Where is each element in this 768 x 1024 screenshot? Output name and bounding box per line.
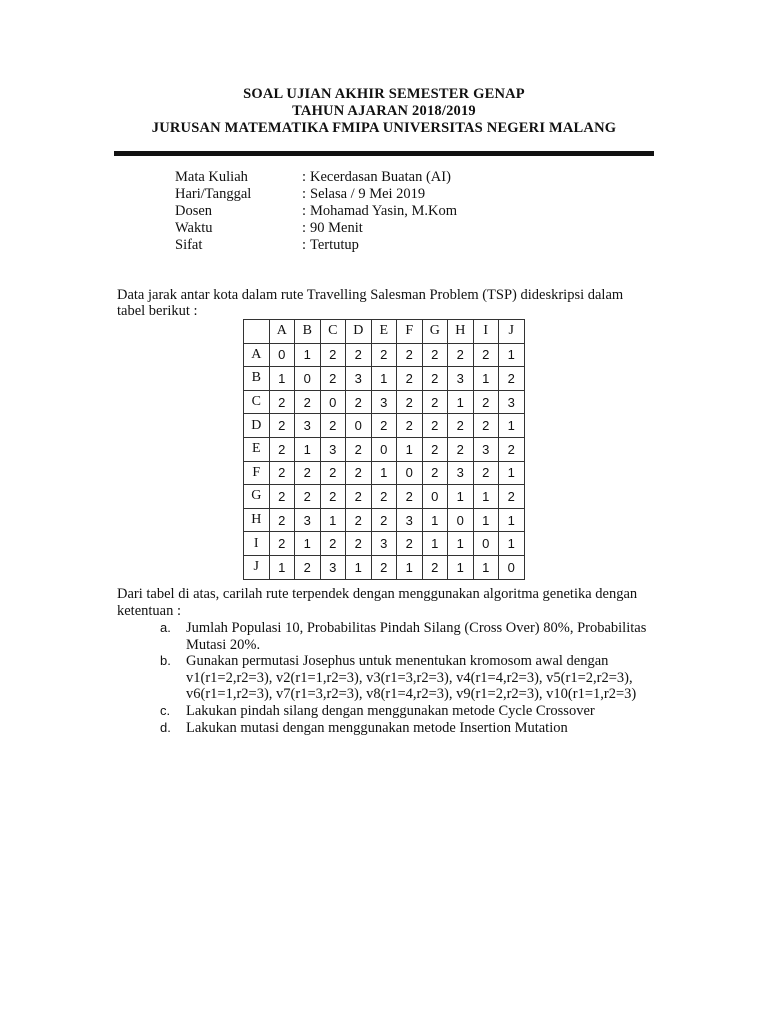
table-header-row: [244, 320, 525, 344]
distance-cell: 2: [499, 437, 525, 461]
distance-cell: 3: [320, 555, 346, 579]
distance-cell: 0: [397, 461, 423, 485]
distance-cell: 1: [448, 532, 474, 556]
column-header: G: [422, 320, 448, 344]
distance-cell: 2: [473, 390, 499, 414]
row-header: J: [244, 555, 270, 579]
distance-cell: 3: [371, 390, 397, 414]
distance-cell: 2: [346, 532, 372, 556]
distance-cell: 1: [295, 437, 321, 461]
table-row: [244, 508, 525, 532]
list-item: [160, 720, 660, 737]
distance-cell: 2: [346, 508, 372, 532]
table-row: [244, 367, 525, 391]
info-label: Hari/Tanggal: [175, 186, 252, 202]
distance-cell: 1: [448, 390, 474, 414]
info-colon: :: [302, 203, 307, 219]
distance-cell: 0: [320, 390, 346, 414]
item-marker: a.: [160, 620, 171, 635]
distance-cell: 1: [448, 485, 474, 509]
distance-cell: 1: [269, 555, 295, 579]
distance-cell: 2: [473, 461, 499, 485]
distance-cell: 1: [473, 367, 499, 391]
distance-cell: 2: [448, 414, 474, 438]
distance-cell: 1: [371, 461, 397, 485]
info-row: [175, 220, 457, 237]
distance-cell: 2: [422, 343, 448, 367]
table-row: [244, 437, 525, 461]
column-header: J: [499, 320, 525, 344]
distance-cell: 2: [269, 390, 295, 414]
distance-cell: 1: [499, 532, 525, 556]
distance-cell: 1: [499, 414, 525, 438]
info-value: Mohamad Yasin, M.Kom: [310, 203, 458, 219]
row-header: I: [244, 532, 270, 556]
distance-cell: 1: [295, 343, 321, 367]
distance-cell: 2: [499, 485, 525, 509]
info-value: 90 Menit: [310, 220, 363, 236]
info-colon: :: [302, 169, 307, 185]
info-value: Selasa / 9 Mei 2019: [310, 186, 426, 202]
row-header: G: [244, 485, 270, 509]
header-department: JURUSAN MATEMATIKA FMIPA UNIVERSITAS NEGERI MALANG: [151, 120, 617, 136]
item-marker: d.: [160, 719, 171, 735]
distance-cell: 2: [346, 437, 372, 461]
header-year: TAHUN AJARAN 2018/2019: [292, 103, 476, 119]
distance-cell: 3: [295, 414, 321, 438]
distance-cell: 1: [397, 555, 423, 579]
distance-cell: 3: [346, 367, 372, 391]
distance-cell: 2: [473, 343, 499, 367]
table-corner-cell: [244, 320, 270, 344]
list-item: [160, 703, 660, 720]
distance-cell: 2: [371, 485, 397, 509]
info-colon: :: [302, 186, 307, 202]
distance-cell: 2: [320, 461, 346, 485]
distance-cell: 2: [473, 414, 499, 438]
distance-cell: 2: [346, 485, 372, 509]
column-header: B: [295, 320, 321, 344]
distance-cell: 2: [448, 437, 474, 461]
distance-cell: 3: [397, 508, 423, 532]
distance-cell: 1: [397, 437, 423, 461]
distance-cell: 2: [295, 555, 321, 579]
distance-cell: 2: [269, 485, 295, 509]
distance-cell: 2: [320, 343, 346, 367]
distance-cell: 1: [320, 508, 346, 532]
info-row: [175, 237, 457, 254]
distance-cell: 2: [422, 555, 448, 579]
item-text: Lakukan mutasi dengan menggunakan metode Insertion Mutation: [186, 719, 568, 736]
column-header: C: [320, 320, 346, 344]
distance-cell: 2: [422, 461, 448, 485]
distance-cell: 2: [346, 343, 372, 367]
info-value: Tertutup: [310, 237, 359, 253]
row-header: B: [244, 367, 270, 391]
column-header: E: [371, 320, 397, 344]
distance-cell: 0: [422, 485, 448, 509]
item-text: Jumlah Populasi 10, Probabilitas Pindah Silang (Cross Over) 80%, Probabilitas Mutasi 20%.: [186, 620, 647, 653]
distance-cell: 2: [397, 414, 423, 438]
distance-cell: 0: [473, 532, 499, 556]
exam-info: [175, 169, 457, 254]
info-value: Kecerdasan Buatan (AI): [310, 169, 451, 185]
column-header: I: [473, 320, 499, 344]
distance-cell: 1: [473, 485, 499, 509]
distance-cell: 2: [422, 367, 448, 391]
distance-cell: 1: [499, 343, 525, 367]
table-row: [244, 390, 525, 414]
distance-cell: 0: [295, 367, 321, 391]
exam-header: [0, 86, 768, 137]
distance-cell: 2: [422, 390, 448, 414]
distance-cell: 2: [346, 390, 372, 414]
info-label: Sifat: [175, 237, 203, 253]
distance-cell: 2: [397, 485, 423, 509]
table-row: [244, 414, 525, 438]
distance-cell: 0: [346, 414, 372, 438]
distance-cell: 2: [397, 367, 423, 391]
distance-cell: 3: [320, 437, 346, 461]
list-item: [160, 620, 660, 653]
distance-cell: 2: [269, 532, 295, 556]
header-title: SOAL UJIAN AKHIR SEMESTER GENAP: [243, 86, 525, 102]
distance-cell: 0: [448, 508, 474, 532]
info-label: Mata Kuliah: [175, 169, 248, 185]
distance-cell: 1: [269, 367, 295, 391]
column-header: A: [269, 320, 295, 344]
distance-cell: 2: [269, 461, 295, 485]
distance-cell: 2: [295, 390, 321, 414]
requirement-list: [160, 620, 660, 736]
list-item: [160, 653, 660, 703]
distance-cell: 2: [371, 508, 397, 532]
distance-cell: 2: [320, 367, 346, 391]
distance-cell: 2: [397, 532, 423, 556]
distance-cell: 2: [269, 508, 295, 532]
distance-cell: 2: [422, 414, 448, 438]
distance-cell: 2: [499, 367, 525, 391]
distance-cell: 1: [499, 508, 525, 532]
row-header: A: [244, 343, 270, 367]
distance-cell: 1: [473, 555, 499, 579]
distance-cell: 2: [422, 437, 448, 461]
distance-cell: 2: [397, 343, 423, 367]
question-text: Dari tabel di atas, carilah rute terpendek dengan menggunakan algoritma genetika dengan ketentuan :: [117, 586, 638, 619]
distance-cell: 2: [397, 390, 423, 414]
distance-cell: 1: [371, 367, 397, 391]
row-header: H: [244, 508, 270, 532]
distance-cell: 1: [499, 461, 525, 485]
distance-cell: 3: [371, 532, 397, 556]
distance-cell: 2: [295, 461, 321, 485]
table-row: [244, 532, 525, 556]
distance-cell: 2: [320, 532, 346, 556]
info-row: [175, 203, 457, 220]
distance-cell: 3: [295, 508, 321, 532]
distance-cell: 2: [269, 414, 295, 438]
distance-cell: 2: [448, 343, 474, 367]
column-header: D: [346, 320, 372, 344]
distance-cell: 2: [269, 437, 295, 461]
distance-cell: 2: [295, 485, 321, 509]
distance-cell: 0: [499, 555, 525, 579]
distance-cell: 2: [346, 461, 372, 485]
item-marker: c.: [160, 702, 171, 718]
header-divider: [114, 151, 654, 156]
distance-cell: 3: [448, 461, 474, 485]
distance-cell: 2: [320, 414, 346, 438]
distance-cell: 3: [448, 367, 474, 391]
item-text: Lakukan pindah silang dengan menggunakan metode Cycle Crossover: [186, 702, 595, 719]
row-header: D: [244, 414, 270, 438]
info-label: Dosen: [175, 203, 213, 219]
row-header: F: [244, 461, 270, 485]
item-marker: b.: [160, 653, 171, 669]
distance-cell: 0: [371, 437, 397, 461]
distance-cell: 2: [371, 555, 397, 579]
row-header: C: [244, 390, 270, 414]
distance-cell: 1: [422, 508, 448, 532]
distance-table: [243, 319, 525, 580]
column-header: F: [397, 320, 423, 344]
table-row: [244, 555, 525, 579]
intro-text: Data jarak antar kota dalam rute Travelling Salesman Problem (TSP) dideskripsi dalam tabel berikut :: [117, 287, 624, 319]
distance-cell: 2: [371, 414, 397, 438]
info-row: [175, 169, 457, 186]
distance-cell: 0: [269, 343, 295, 367]
info-colon: :: [302, 237, 307, 253]
distance-cell: 2: [371, 343, 397, 367]
distance-cell: 1: [346, 555, 372, 579]
distance-cell: 1: [448, 555, 474, 579]
table-row: [244, 485, 525, 509]
distance-cell: 3: [499, 390, 525, 414]
info-colon: :: [302, 220, 307, 236]
distance-cell: 1: [295, 532, 321, 556]
row-header: E: [244, 437, 270, 461]
distance-cell: 1: [422, 532, 448, 556]
table-row: [244, 461, 525, 485]
info-label: Waktu: [175, 220, 213, 236]
info-row: [175, 186, 457, 203]
item-text: Gunakan permutasi Josephus untuk menentukan kromosom awal dengan v1(r1=2,r2=3), v2(r1=1,r2=3), v3(r1=3,r2=3), v4(r1=4,r2=3), v5(r1=2,r2=3), v6(r1=1,r2=3), v7(r1=3,r2=3), v8(r1=4,r2=3), v9(r1=2,r2=3), v10(r1=1,r2=3): [186, 653, 637, 703]
distance-cell: 3: [473, 437, 499, 461]
distance-cell: 2: [320, 485, 346, 509]
table-row: [244, 343, 525, 367]
column-header: H: [448, 320, 474, 344]
distance-cell: 1: [473, 508, 499, 532]
